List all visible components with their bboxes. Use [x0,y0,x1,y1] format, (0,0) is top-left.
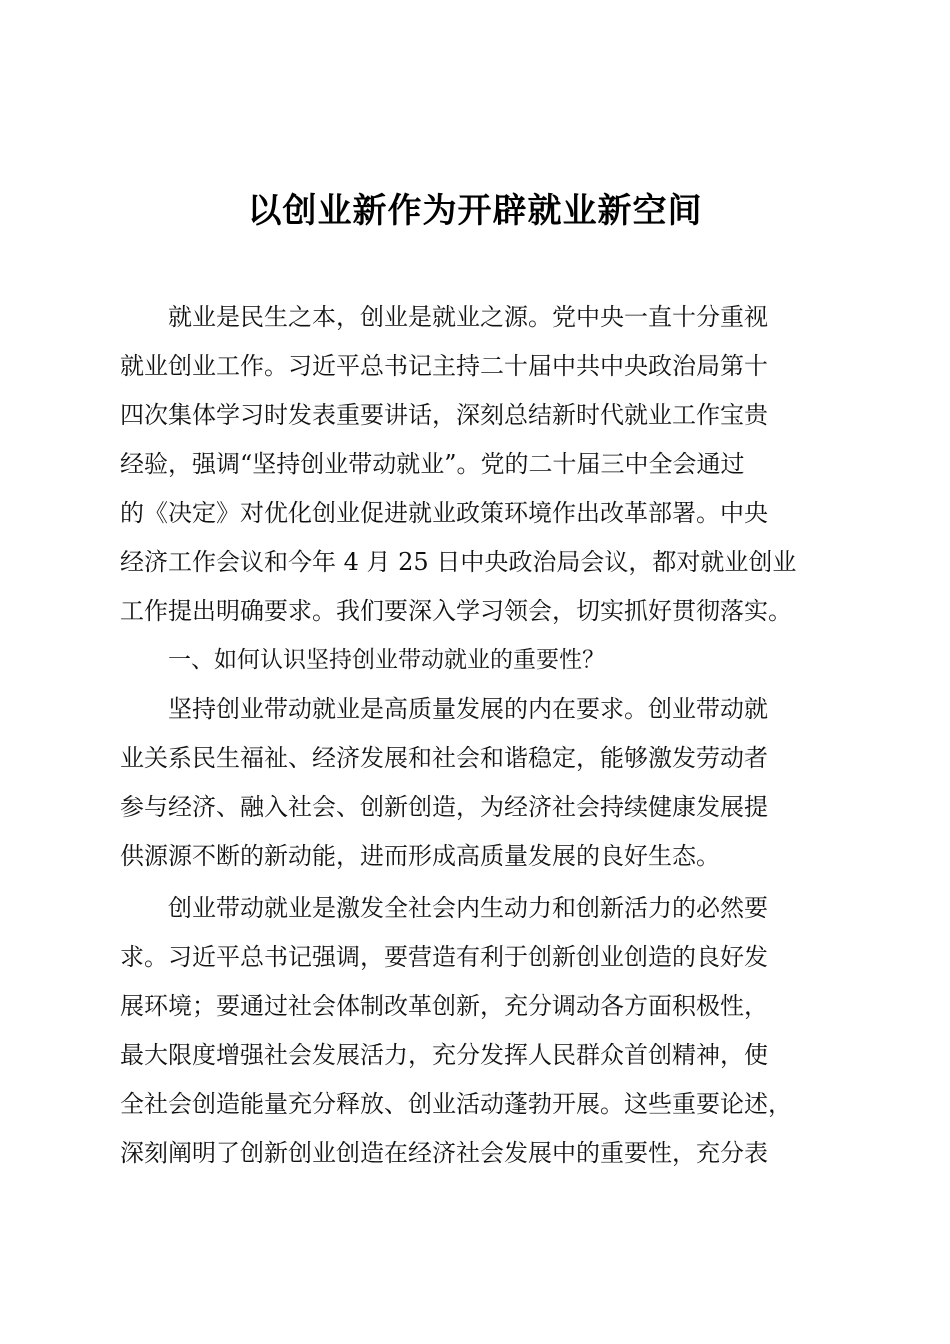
paragraph-line: 供源源不断的新动能，进而形成高质量发展的良好生态。 [120,842,720,870]
paragraph-line: 创业带动就业是激发全社会内生动力和创新活力的必然要 [168,894,768,922]
paragraph-line: 就业是民生之本，创业是就业之源。党中央一直十分重视 [168,303,768,331]
section-heading: 一、如何认识坚持创业带动就业的重要性？ [168,647,605,673]
paragraph-line: 最大限度增强社会发展活力，充分发挥人民群众首创精神，使 [120,1041,768,1069]
paragraph-line: 工作提出明确要求。我们要深入学习领会，切实抓好贯彻落实。 [120,597,792,625]
paragraph-line: 求。习近平总书记强调，要营造有利于创新创业创造的良好发 [120,943,768,971]
paragraph-line: 展环境；要通过社会体制改革创新，充分调动各方面积极性， [120,992,768,1020]
document-body [120,293,832,1178]
paragraph-line: 全社会创造能量充分释放、创业活动蓬勃开展。这些重要论述， [120,1090,792,1118]
paragraph-line: 参与经济、融入社会、创新创造，为经济社会持续健康发展提 [120,793,768,821]
paragraph-line: 坚持创业带动就业是高质量发展的内在要求。创业带动就 [168,695,768,723]
paragraph-line: 经济工作会议和今年 4 月 25 日中央政治局会议，都对就业创业 [120,548,797,576]
paragraph-line: 的《决定》对优化创业促进就业政策环境作出改革部署。中央 [120,499,768,527]
paragraph-line: 经验，强调“坚持创业带动就业”。党的二十届三中全会通过 [120,450,745,478]
document-title: 以创业新作为开辟就业新空间 [247,191,703,231]
paragraph-line: 四次集体学习时发表重要讲话，深刻总结新时代就业工作宝贵 [120,401,768,429]
paragraph-line: 深刻阐明了创新创业创造在经济社会发展中的重要性，充分表 [120,1139,768,1167]
paragraph-line: 业关系民生福祉、经济发展和社会和谐稳定，能够激发劳动者 [120,744,768,772]
paragraph-line: 就业创业工作。习近平总书记主持二十届中共中央政治局第十 [120,352,768,380]
